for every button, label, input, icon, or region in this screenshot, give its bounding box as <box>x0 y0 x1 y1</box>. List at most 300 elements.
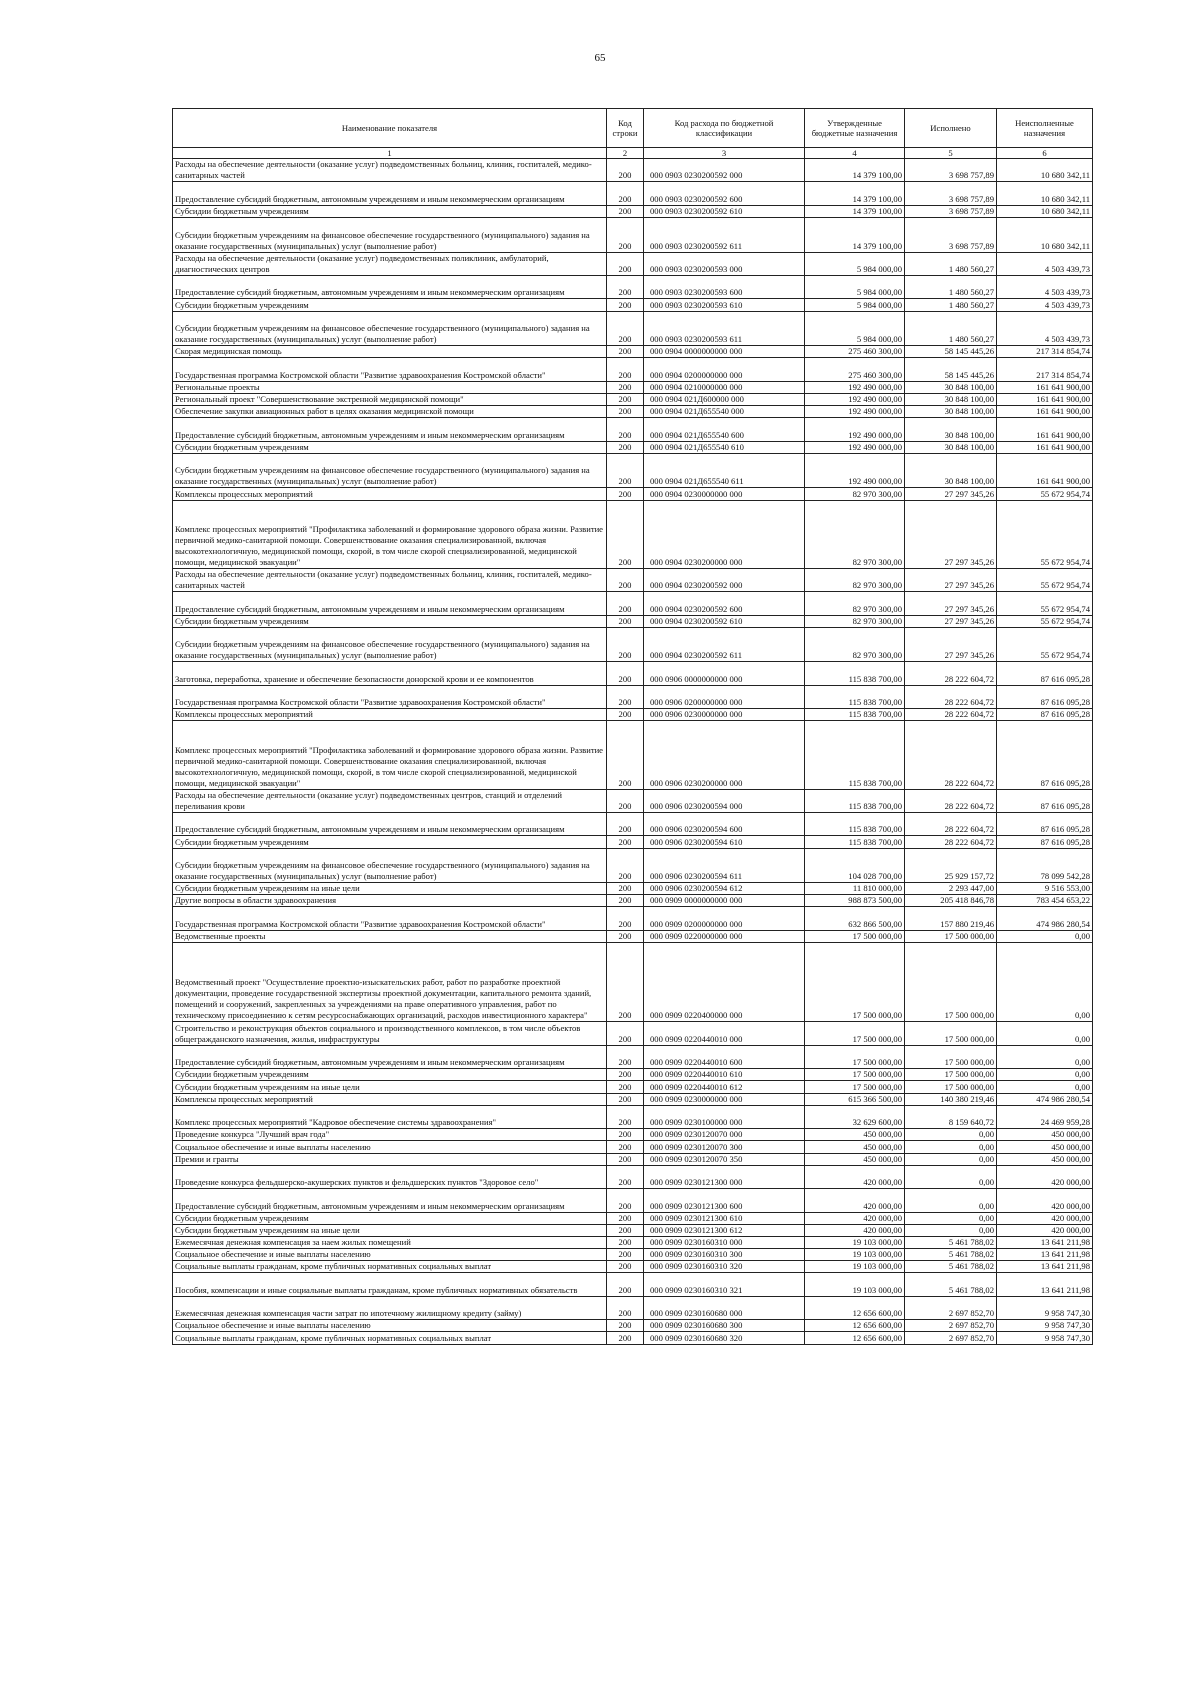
table-row <box>173 453 1093 488</box>
row-line-code: 200 <box>607 721 644 789</box>
row-line-code: 200 <box>607 1261 644 1273</box>
row-remaining-amount: 161 641 900,00 <box>997 406 1093 418</box>
row-executed-amount: 2 697 852,70 <box>905 1320 997 1332</box>
row-line-code: 200 <box>607 159 644 182</box>
row-remaining-amount: 55 672 954,74 <box>997 592 1093 615</box>
table-row <box>173 311 1093 346</box>
row-approved-amount: 82 970 300,00 <box>805 627 905 662</box>
row-indicator-name: Субсидии бюджетным учреждениям на финансовое обеспечение государственного (муниципального) задания на оказание государственных (муниципальных) услуг (выполнение работ) <box>173 848 607 883</box>
row-approved-amount: 82 970 300,00 <box>805 500 905 568</box>
row-executed-amount: 28 222 604,72 <box>905 836 997 848</box>
row-expense-code: 000 0906 0230200000 000 <box>644 721 805 789</box>
row-indicator-name: Комплекс процессных мероприятий "Профилактика заболеваний и формирование здорового образа жизни. Развитие первичной медико-санитарной помощи. Совершенствование оказания специализированной, включая высокотехнологичную, медицинской помощи, скорой, в том числе скорой специализированной, медицинской помощи, медицинской эвакуации" <box>173 721 607 789</box>
row-indicator-name: Расходы на обеспечение деятельности (оказание услуг) подведомственных больниц, клиник, госпиталей, медико-санитарных частей <box>173 568 607 591</box>
row-indicator-name: Субсидии бюджетным учреждениям <box>173 1069 607 1081</box>
row-approved-amount: 615 366 500,00 <box>805 1093 905 1105</box>
row-approved-amount: 19 103 000,00 <box>805 1261 905 1273</box>
header-indicator-name: Наименование показателя <box>173 109 607 148</box>
row-approved-amount: 19 103 000,00 <box>805 1273 905 1296</box>
row-indicator-name: Субсидии бюджетным учреждениям на иные цели <box>173 1224 607 1236</box>
row-remaining-amount: 450 000,00 <box>997 1129 1093 1141</box>
row-approved-amount: 82 970 300,00 <box>805 592 905 615</box>
table-row <box>173 1236 1093 1248</box>
row-remaining-amount: 87 616 095,28 <box>997 662 1093 685</box>
row-expense-code: 000 0906 0230200594 000 <box>644 789 805 812</box>
row-approved-amount: 17 500 000,00 <box>805 930 905 942</box>
row-expense-code: 000 0903 0230200592 000 <box>644 159 805 182</box>
row-approved-amount: 5 984 000,00 <box>805 275 905 298</box>
row-line-code: 200 <box>607 217 644 252</box>
row-remaining-amount: 4 503 439,73 <box>997 299 1093 311</box>
table-row <box>173 393 1093 405</box>
row-indicator-name: Ведомственные проекты <box>173 930 607 942</box>
row-line-code: 200 <box>607 930 644 942</box>
row-approved-amount: 17 500 000,00 <box>805 943 905 1022</box>
row-indicator-name: Субсидии бюджетным учреждениям <box>173 441 607 453</box>
row-line-code: 200 <box>607 418 644 441</box>
row-approved-amount: 192 490 000,00 <box>805 453 905 488</box>
row-executed-amount: 0,00 <box>905 1165 997 1188</box>
row-indicator-name: Ведомственный проект "Осуществление проектно-изыскательских работ, работ по разработке проектной документации, проведение государственной экспертизы проектной документации, капитального ремонта зданий, помещений и сооружений, закрепленных за учреждениями на праве оперативного управления, работ по техническому присоединению к сетям ресурсоснабжающих организаций, расходов инвестиционного характера" <box>173 943 607 1022</box>
row-approved-amount: 192 490 000,00 <box>805 406 905 418</box>
row-approved-amount: 192 490 000,00 <box>805 418 905 441</box>
row-expense-code: 000 0903 0230200592 611 <box>644 217 805 252</box>
row-indicator-name: Субсидии бюджетным учреждениям <box>173 615 607 627</box>
table-row <box>173 1332 1093 1344</box>
row-line-code: 200 <box>607 592 644 615</box>
row-indicator-name: Субсидии бюджетным учреждениям на иные цели <box>173 883 607 895</box>
table-row <box>173 418 1093 441</box>
row-line-code: 200 <box>607 1332 644 1344</box>
row-executed-amount: 27 297 345,26 <box>905 488 997 500</box>
row-executed-amount: 27 297 345,26 <box>905 500 997 568</box>
row-remaining-amount: 9 958 747,30 <box>997 1296 1093 1319</box>
row-line-code: 200 <box>607 1212 644 1224</box>
row-remaining-amount: 87 616 095,28 <box>997 789 1093 812</box>
row-indicator-name: Субсидии бюджетным учреждениям <box>173 205 607 217</box>
table-row <box>173 1189 1093 1212</box>
row-approved-amount: 12 656 600,00 <box>805 1296 905 1319</box>
row-executed-amount: 1 480 560,27 <box>905 252 997 275</box>
row-executed-amount: 3 698 757,89 <box>905 205 997 217</box>
row-remaining-amount: 9 516 553,00 <box>997 883 1093 895</box>
row-line-code: 200 <box>607 662 644 685</box>
row-expense-code: 000 0906 0230200594 600 <box>644 812 805 835</box>
row-executed-amount: 0,00 <box>905 1189 997 1212</box>
column-number: 6 <box>997 148 1093 159</box>
row-line-code: 200 <box>607 812 644 835</box>
row-executed-amount: 17 500 000,00 <box>905 1022 997 1045</box>
row-line-code: 200 <box>607 1165 644 1188</box>
row-line-code: 200 <box>607 441 644 453</box>
row-expense-code: 000 0904 0230200592 611 <box>644 627 805 662</box>
row-expense-code: 000 0903 0230200593 610 <box>644 299 805 311</box>
row-expense-code: 000 0909 0230100000 000 <box>644 1105 805 1128</box>
row-indicator-name: Предоставление субсидий бюджетным, автономным учреждениям и иным некоммерческим организациям <box>173 275 607 298</box>
row-indicator-name: Обеспечение закупки авиационных работ в целях оказания медицинской помощи <box>173 406 607 418</box>
row-executed-amount: 30 848 100,00 <box>905 441 997 453</box>
table-row <box>173 159 1093 182</box>
row-approved-amount: 275 460 300,00 <box>805 358 905 381</box>
row-line-code: 200 <box>607 895 644 907</box>
row-line-code: 200 <box>607 1081 644 1093</box>
row-executed-amount: 3 698 757,89 <box>905 182 997 205</box>
row-approved-amount: 192 490 000,00 <box>805 393 905 405</box>
table-row <box>173 789 1093 812</box>
table-row <box>173 441 1093 453</box>
header-expense-code: Код расхода по бюджетной классификации <box>644 109 805 148</box>
row-line-code: 200 <box>607 1129 644 1141</box>
row-expense-code: 000 0909 0230120070 000 <box>644 1129 805 1141</box>
row-indicator-name: Государственная программа Костромской области "Развитие здравоохранения Костромской области" <box>173 907 607 930</box>
row-expense-code: 000 0909 0000000000 000 <box>644 895 805 907</box>
row-line-code: 200 <box>607 627 644 662</box>
row-indicator-name: Проведение конкурса "Лучший врач года" <box>173 1129 607 1141</box>
row-indicator-name: Проведение конкурса фельдшерско-акушерских пунктов и фельдшерских пунктов "Здоровое село" <box>173 1165 607 1188</box>
row-expense-code: 000 0904 0230200592 600 <box>644 592 805 615</box>
row-approved-amount: 115 838 700,00 <box>805 685 905 708</box>
row-indicator-name: Региональные проекты <box>173 381 607 393</box>
row-approved-amount: 5 984 000,00 <box>805 311 905 346</box>
row-indicator-name: Комплекс процессных мероприятий "Профилактика заболеваний и формирование здорового образа жизни. Развитие первичной медико-санитарной помощи. Совершенствование оказания специализированной, включая высокотехнологичную, медицинской помощи, скорой, в том числе скорой специализированной, медицинской помощи, медицинской эвакуации" <box>173 500 607 568</box>
table-row <box>173 1296 1093 1319</box>
row-indicator-name: Ежемесячная денежная компенсация за наем жилых помещений <box>173 1236 607 1248</box>
row-expense-code: 000 0903 0230200593 600 <box>644 275 805 298</box>
row-indicator-name: Государственная программа Костромской области "Развитие здравоохранения Костромской области" <box>173 358 607 381</box>
row-line-code: 200 <box>607 709 644 721</box>
row-line-code: 200 <box>607 1141 644 1153</box>
row-executed-amount: 1 480 560,27 <box>905 311 997 346</box>
row-line-code: 200 <box>607 568 644 591</box>
row-remaining-amount: 10 680 342,11 <box>997 182 1093 205</box>
row-executed-amount: 5 461 788,02 <box>905 1273 997 1296</box>
row-indicator-name: Строительство и реконструкция объектов социального и производственного комплексов, в том числе объектов общегражданского назначения, жилья, инфраструктуры <box>173 1022 607 1045</box>
row-executed-amount: 58 145 445,26 <box>905 358 997 381</box>
row-expense-code: 000 0904 0210000000 000 <box>644 381 805 393</box>
table-row <box>173 1093 1093 1105</box>
row-line-code: 200 <box>607 1236 644 1248</box>
row-executed-amount: 5 461 788,02 <box>905 1249 997 1261</box>
row-line-code: 200 <box>607 1249 644 1261</box>
row-expense-code: 000 0909 0230121300 000 <box>644 1165 805 1188</box>
row-indicator-name: Субсидии бюджетным учреждениям на финансовое обеспечение государственного (муниципального) задания на оказание государственных (муниципальных) услуг (выполнение работ) <box>173 311 607 346</box>
row-expense-code: 000 0903 0230200593 000 <box>644 252 805 275</box>
row-indicator-name: Заготовка, переработка, хранение и обеспечение безопасности донорской крови и ее компонентов <box>173 662 607 685</box>
row-remaining-amount: 10 680 342,11 <box>997 205 1093 217</box>
table-row <box>173 836 1093 848</box>
budget-execution-table <box>172 108 1093 1345</box>
row-approved-amount: 115 838 700,00 <box>805 709 905 721</box>
row-approved-amount: 420 000,00 <box>805 1224 905 1236</box>
row-remaining-amount: 420 000,00 <box>997 1189 1093 1212</box>
row-executed-amount: 5 461 788,02 <box>905 1261 997 1273</box>
table-row <box>173 895 1093 907</box>
row-executed-amount: 28 222 604,72 <box>905 685 997 708</box>
row-indicator-name: Премии и гранты <box>173 1153 607 1165</box>
table-row <box>173 275 1093 298</box>
header-line-code: Код строки <box>607 109 644 148</box>
row-remaining-amount: 13 641 211,98 <box>997 1261 1093 1273</box>
row-remaining-amount: 55 672 954,74 <box>997 568 1093 591</box>
row-remaining-amount: 78 099 542,28 <box>997 848 1093 883</box>
header-executed: Исполнено <box>905 109 997 148</box>
row-approved-amount: 17 500 000,00 <box>805 1069 905 1081</box>
row-remaining-amount: 161 641 900,00 <box>997 453 1093 488</box>
table-row <box>173 1045 1093 1068</box>
row-indicator-name: Предоставление субсидий бюджетным, автономным учреждениям и иным некоммерческим организациям <box>173 1189 607 1212</box>
row-approved-amount: 632 866 500,00 <box>805 907 905 930</box>
row-executed-amount: 205 418 846,78 <box>905 895 997 907</box>
table-row <box>173 1273 1093 1296</box>
row-line-code: 200 <box>607 836 644 848</box>
row-remaining-amount: 87 616 095,28 <box>997 721 1093 789</box>
table-row <box>173 182 1093 205</box>
row-executed-amount: 2 293 447,00 <box>905 883 997 895</box>
row-remaining-amount: 161 641 900,00 <box>997 418 1093 441</box>
row-expense-code: 000 0903 0230200593 611 <box>644 311 805 346</box>
row-remaining-amount: 0,00 <box>997 930 1093 942</box>
row-indicator-name: Предоставление субсидий бюджетным, автономным учреждениям и иным некоммерческим организациям <box>173 418 607 441</box>
row-expense-code: 000 0909 0200000000 000 <box>644 907 805 930</box>
row-approved-amount: 14 379 100,00 <box>805 182 905 205</box>
row-remaining-amount: 450 000,00 <box>997 1153 1093 1165</box>
row-approved-amount: 115 838 700,00 <box>805 662 905 685</box>
row-approved-amount: 5 984 000,00 <box>805 252 905 275</box>
row-line-code: 200 <box>607 883 644 895</box>
row-line-code: 200 <box>607 406 644 418</box>
row-executed-amount: 28 222 604,72 <box>905 662 997 685</box>
row-line-code: 200 <box>607 488 644 500</box>
row-line-code: 200 <box>607 252 644 275</box>
row-remaining-amount: 4 503 439,73 <box>997 275 1093 298</box>
row-indicator-name: Субсидии бюджетным учреждениям на финансовое обеспечение государственного (муниципального) задания на оказание государственных (муниципальных) услуг (выполнение работ) <box>173 627 607 662</box>
row-executed-amount: 0,00 <box>905 1141 997 1153</box>
row-approved-amount: 450 000,00 <box>805 1141 905 1153</box>
table-row <box>173 883 1093 895</box>
row-expense-code: 000 0904 021Д655540 600 <box>644 418 805 441</box>
table-row <box>173 217 1093 252</box>
table-row <box>173 299 1093 311</box>
table-row <box>173 1165 1093 1188</box>
row-executed-amount: 27 297 345,26 <box>905 568 997 591</box>
row-remaining-amount: 87 616 095,28 <box>997 685 1093 708</box>
table-row <box>173 1249 1093 1261</box>
row-remaining-amount: 87 616 095,28 <box>997 836 1093 848</box>
table-row <box>173 1261 1093 1273</box>
row-remaining-amount: 55 672 954,74 <box>997 488 1093 500</box>
row-executed-amount: 17 500 000,00 <box>905 1045 997 1068</box>
row-executed-amount: 28 222 604,72 <box>905 721 997 789</box>
row-approved-amount: 115 838 700,00 <box>805 812 905 835</box>
row-indicator-name: Социальное обеспечение и иные выплаты населению <box>173 1141 607 1153</box>
table-row <box>173 615 1093 627</box>
row-remaining-amount: 0,00 <box>997 1081 1093 1093</box>
row-expense-code: 000 0909 0230120070 300 <box>644 1141 805 1153</box>
row-expense-code: 000 0909 0230121300 600 <box>644 1189 805 1212</box>
row-approved-amount: 19 103 000,00 <box>805 1249 905 1261</box>
row-expense-code: 000 0906 0230200594 612 <box>644 883 805 895</box>
row-line-code: 200 <box>607 381 644 393</box>
table-row <box>173 1141 1093 1153</box>
row-remaining-amount: 55 672 954,74 <box>997 627 1093 662</box>
row-indicator-name: Субсидии бюджетным учреждениям <box>173 299 607 311</box>
row-executed-amount: 58 145 445,26 <box>905 346 997 358</box>
row-line-code: 200 <box>607 1022 644 1045</box>
row-approved-amount: 275 460 300,00 <box>805 346 905 358</box>
row-executed-amount: 140 380 219,46 <box>905 1093 997 1105</box>
row-executed-amount: 3 698 757,89 <box>905 159 997 182</box>
row-expense-code: 000 0909 0220000000 000 <box>644 930 805 942</box>
row-line-code: 200 <box>607 453 644 488</box>
column-number-row <box>173 148 1093 159</box>
row-approved-amount: 192 490 000,00 <box>805 381 905 393</box>
row-expense-code: 000 0909 0230160310 320 <box>644 1261 805 1273</box>
row-remaining-amount: 161 641 900,00 <box>997 441 1093 453</box>
row-executed-amount: 30 848 100,00 <box>905 453 997 488</box>
row-executed-amount: 0,00 <box>905 1153 997 1165</box>
column-number: 2 <box>607 148 644 159</box>
row-line-code: 200 <box>607 1189 644 1212</box>
row-line-code: 200 <box>607 1320 644 1332</box>
row-executed-amount: 5 461 788,02 <box>905 1236 997 1248</box>
row-expense-code: 000 0909 0230121300 612 <box>644 1224 805 1236</box>
row-expense-code: 000 0903 0230200592 610 <box>644 205 805 217</box>
table-row <box>173 205 1093 217</box>
table-row <box>173 500 1093 568</box>
row-expense-code: 000 0906 0000000000 000 <box>644 662 805 685</box>
table-row <box>173 848 1093 883</box>
row-indicator-name: Комплексы процессных мероприятий <box>173 488 607 500</box>
row-approved-amount: 420 000,00 <box>805 1189 905 1212</box>
row-executed-amount: 27 297 345,26 <box>905 592 997 615</box>
table-row <box>173 721 1093 789</box>
row-remaining-amount: 55 672 954,74 <box>997 615 1093 627</box>
table-row <box>173 346 1093 358</box>
column-number: 4 <box>805 148 905 159</box>
row-remaining-amount: 474 986 280,54 <box>997 907 1093 930</box>
row-indicator-name: Предоставление субсидий бюджетным, автономным учреждениям и иным некоммерческим организациям <box>173 592 607 615</box>
row-expense-code: 000 0904 0230200000 000 <box>644 500 805 568</box>
row-approved-amount: 12 656 600,00 <box>805 1332 905 1344</box>
table-row <box>173 1105 1093 1128</box>
table-row <box>173 662 1093 685</box>
row-line-code: 200 <box>607 275 644 298</box>
row-line-code: 200 <box>607 1093 644 1105</box>
row-indicator-name: Субсидии бюджетным учреждениям на иные цели <box>173 1081 607 1093</box>
row-remaining-amount: 161 641 900,00 <box>997 393 1093 405</box>
row-line-code: 200 <box>607 182 644 205</box>
row-expense-code: 000 0904 0230200592 000 <box>644 568 805 591</box>
table-row <box>173 1320 1093 1332</box>
row-approved-amount: 17 500 000,00 <box>805 1081 905 1093</box>
row-line-code: 200 <box>607 685 644 708</box>
row-indicator-name: Социальное обеспечение и иные выплаты населению <box>173 1249 607 1261</box>
row-executed-amount: 17 500 000,00 <box>905 943 997 1022</box>
row-executed-amount: 28 222 604,72 <box>905 789 997 812</box>
row-indicator-name: Субсидии бюджетным учреждениям на финансовое обеспечение государственного (муниципального) задания на оказание государственных (муниципальных) услуг (выполнение работ) <box>173 453 607 488</box>
row-approved-amount: 450 000,00 <box>805 1153 905 1165</box>
row-expense-code: 000 0904 0000000000 000 <box>644 346 805 358</box>
row-indicator-name: Расходы на обеспечение деятельности (оказание услуг) подведомственных больниц, клиник, госпиталей, медико-санитарных частей <box>173 159 607 182</box>
table-row <box>173 592 1093 615</box>
row-approved-amount: 988 873 500,00 <box>805 895 905 907</box>
row-approved-amount: 115 838 700,00 <box>805 836 905 848</box>
row-expense-code: 000 0909 0230160310 000 <box>644 1236 805 1248</box>
row-approved-amount: 32 629 600,00 <box>805 1105 905 1128</box>
row-executed-amount: 30 848 100,00 <box>905 406 997 418</box>
row-executed-amount: 1 480 560,27 <box>905 275 997 298</box>
row-expense-code: 000 0909 0230160680 300 <box>644 1320 805 1332</box>
row-remaining-amount: 420 000,00 <box>997 1165 1093 1188</box>
row-expense-code: 000 0904 021Д655540 610 <box>644 441 805 453</box>
row-indicator-name: Предоставление субсидий бюджетным, автономным учреждениям и иным некоммерческим организациям <box>173 1045 607 1068</box>
row-indicator-name: Субсидии бюджетным учреждениям <box>173 836 607 848</box>
row-expense-code: 000 0909 0230000000 000 <box>644 1093 805 1105</box>
row-indicator-name: Социальные выплаты гражданам, кроме публичных нормативных социальных выплат <box>173 1332 607 1344</box>
row-indicator-name: Социальные выплаты гражданам, кроме публичных нормативных социальных выплат <box>173 1261 607 1273</box>
row-remaining-amount: 24 469 959,28 <box>997 1105 1093 1128</box>
table-row <box>173 1022 1093 1045</box>
row-approved-amount: 450 000,00 <box>805 1129 905 1141</box>
row-remaining-amount: 9 958 747,30 <box>997 1332 1093 1344</box>
row-expense-code: 000 0909 0230121300 610 <box>644 1212 805 1224</box>
row-expense-code: 000 0904 0200000000 000 <box>644 358 805 381</box>
row-approved-amount: 14 379 100,00 <box>805 217 905 252</box>
row-line-code: 200 <box>607 789 644 812</box>
table-row <box>173 1081 1093 1093</box>
row-approved-amount: 115 838 700,00 <box>805 721 905 789</box>
row-line-code: 200 <box>607 299 644 311</box>
table-row <box>173 488 1093 500</box>
table-header-row <box>173 109 1093 148</box>
row-expense-code: 000 0904 0230000000 000 <box>644 488 805 500</box>
row-indicator-name: Ежемесячная денежная компенсация части затрат по ипотечному жилищному кредиту (займу) <box>173 1296 607 1319</box>
row-remaining-amount: 217 314 854,74 <box>997 358 1093 381</box>
row-remaining-amount: 420 000,00 <box>997 1212 1093 1224</box>
row-indicator-name: Предоставление субсидий бюджетным, автономным учреждениям и иным некоммерческим организациям <box>173 182 607 205</box>
table-row <box>173 568 1093 591</box>
row-expense-code: 000 0904 021Д655540 000 <box>644 406 805 418</box>
header-approved: Утвержденные бюджетные назначения <box>805 109 905 148</box>
row-line-code: 200 <box>607 346 644 358</box>
row-remaining-amount: 87 616 095,28 <box>997 812 1093 835</box>
row-indicator-name: Социальное обеспечение и иные выплаты населению <box>173 1320 607 1332</box>
row-expense-code: 000 0906 0230000000 000 <box>644 709 805 721</box>
row-approved-amount: 115 838 700,00 <box>805 789 905 812</box>
table-row <box>173 381 1093 393</box>
row-line-code: 200 <box>607 943 644 1022</box>
row-executed-amount: 2 697 852,70 <box>905 1296 997 1319</box>
row-approved-amount: 192 490 000,00 <box>805 441 905 453</box>
row-remaining-amount: 10 680 342,11 <box>997 159 1093 182</box>
row-remaining-amount: 161 641 900,00 <box>997 381 1093 393</box>
row-expense-code: 000 0909 0220440010 610 <box>644 1069 805 1081</box>
row-executed-amount: 17 500 000,00 <box>905 1081 997 1093</box>
row-indicator-name: Субсидии бюджетным учреждениям <box>173 1212 607 1224</box>
table-row <box>173 1153 1093 1165</box>
table-row <box>173 1069 1093 1081</box>
row-approved-amount: 82 970 300,00 <box>805 615 905 627</box>
row-executed-amount: 1 480 560,27 <box>905 299 997 311</box>
table-row <box>173 943 1093 1022</box>
row-approved-amount: 82 970 300,00 <box>805 488 905 500</box>
row-remaining-amount: 0,00 <box>997 1045 1093 1068</box>
row-expense-code: 000 0909 0230160680 000 <box>644 1296 805 1319</box>
row-remaining-amount: 0,00 <box>997 1022 1093 1045</box>
row-remaining-amount: 420 000,00 <box>997 1224 1093 1236</box>
row-line-code: 200 <box>607 1273 644 1296</box>
table-body <box>173 159 1093 1345</box>
